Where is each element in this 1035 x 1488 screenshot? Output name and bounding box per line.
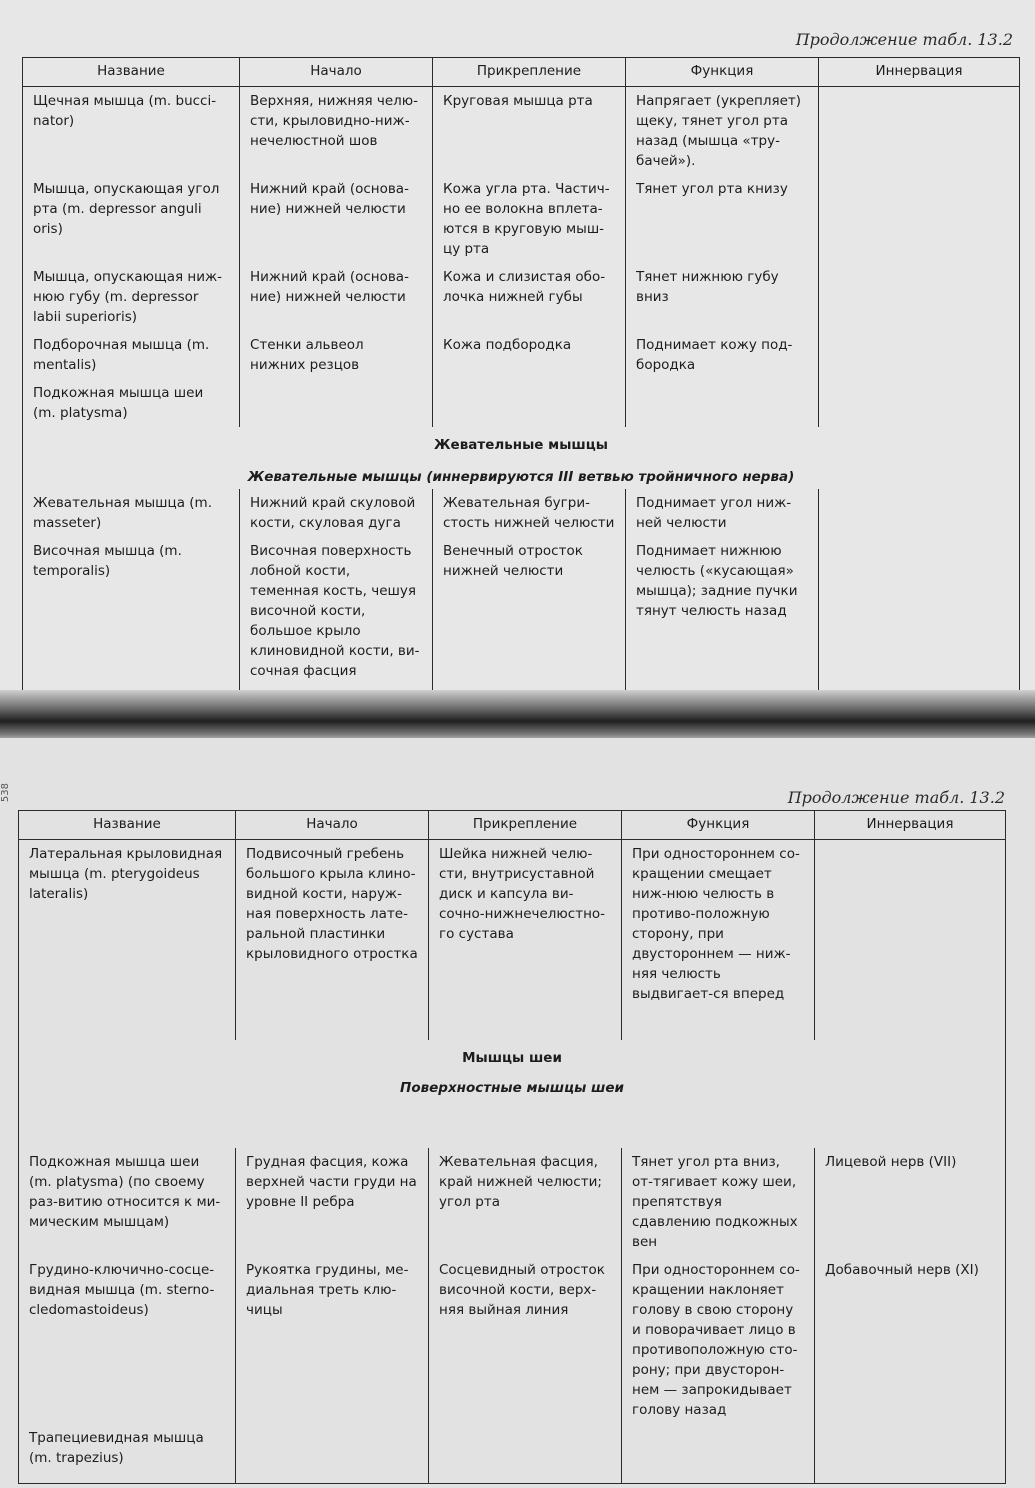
table-row <box>23 263 1020 331</box>
insertion-cell: Кожа и слизистая обо-лочка нижней губы <box>433 263 626 331</box>
insertion-cell: Венечный отросток нижней челюсти <box>433 537 626 685</box>
function-cell: Напрягает (укрепляет) щеку, тянет угол рта назад (мышца «тру-бачей»). <box>626 87 819 176</box>
book-page-bottom <box>0 738 1035 1488</box>
header-function: Функция <box>626 58 819 87</box>
innervation-cell <box>819 175 1020 263</box>
innervation-cell <box>819 489 1020 537</box>
function-cell <box>626 379 819 427</box>
innervation-cell <box>819 331 1020 379</box>
muscle-table-bottom <box>18 810 1006 1484</box>
origin-cell: Нижний край скуловой кости, скуловая дуга <box>240 489 433 537</box>
muscle-name-cell: Подкожная мышца шеи (m. platysma) (по своему раз-витию относится к ми-мическим мышцам) <box>19 1148 236 1256</box>
muscle-name-cell: Мышца, опускающая ниж-нюю губу (m. depressor labii superioris) <box>23 263 240 331</box>
muscle-name-cell: Подборочная мышца (m. mentalis) <box>23 331 240 379</box>
function-cell: Поднимает нижнюю челюсть («кусающая» мышца); задние пучки тянут челюсть назад <box>626 537 819 685</box>
insertion-cell: Круговая мышца рта <box>433 87 626 176</box>
page-number: 538 <box>0 783 11 803</box>
book-spine-shadow <box>0 690 1035 742</box>
section-row <box>19 1040 1006 1148</box>
section-row <box>23 427 1020 489</box>
innervation-cell <box>819 263 1020 331</box>
table-continuation-label: Продолжение табл. 13.2 <box>795 30 1013 49</box>
table-row <box>23 537 1020 685</box>
insertion-cell <box>433 379 626 427</box>
origin-cell: Верхняя, нижняя челю-сти, крыловидно-ниж-нечелюстной шов <box>240 87 433 176</box>
header-name: Название <box>23 58 240 87</box>
section-cell <box>19 1040 1006 1148</box>
function-cell: При одностороннем со-кращении наклоняет голову в свою сторону и поворачивает лицо в противоположную сто-рону; при двусторон-нем — запрокидывает голову назад <box>622 1256 815 1424</box>
header-innervation: Иннервация <box>815 811 1006 840</box>
function-cell: Поднимает угол ниж-ней челюсти <box>626 489 819 537</box>
insertion-cell <box>429 1424 622 1484</box>
header-origin: Начало <box>236 811 429 840</box>
table-header-row <box>19 811 1006 840</box>
muscle-table-top <box>22 57 1020 754</box>
subsection-title: Поверхностные мышцы шеи <box>400 1079 624 1096</box>
insertion-cell: Жевательная фасция, край нижней челюсти; угол рта <box>429 1148 622 1256</box>
function-cell: Поднимает кожу под-бородка <box>626 331 819 379</box>
origin-cell: Подвисочный гребень большого крыла клино-видной кости, наруж-ная поверхность лате-ральной пластинки крыловидного отростка <box>236 840 429 1040</box>
section-title: Жевательные мышцы <box>434 437 608 453</box>
table-continuation-label: Продолжение табл. 13.2 <box>787 788 1005 807</box>
origin-cell: Височная поверхность лобной кости, теменная кость, чешуя височной кости, большое крыло клиновидной кости, ви-сочная фасция <box>240 537 433 685</box>
function-cell: При одностороннем со-кращении смещает ниж-нюю челюсть в противо-положную сторону, при двустороннем — ниж-няя челюсть выдвигает-ся вперед <box>622 840 815 1040</box>
muscle-name-cell: Жевательная мышца (m. masseter) <box>23 489 240 537</box>
muscle-name-cell: Височная мышца (m. temporalis) <box>23 537 240 685</box>
innervation-cell: Добавочный нерв (XI) <box>815 1256 1006 1424</box>
insertion-cell: Сосцевидный отросток височной кости, верх-няя выйная линия <box>429 1256 622 1424</box>
innervation-cell <box>819 87 1020 176</box>
muscle-name-cell: Мышца, опускающая угол рта (m. depressor anguli oris) <box>23 175 240 263</box>
header-innervation: Иннервация <box>819 58 1020 87</box>
table-row <box>23 489 1020 537</box>
book-page-top <box>0 0 1035 695</box>
muscle-name-cell: Щечная мышца (m. bucci-nator) <box>23 87 240 176</box>
function-cell: Тянет нижнюю губу вниз <box>626 263 819 331</box>
section-title: Мышцы шеи <box>462 1049 562 1066</box>
table-row <box>23 175 1020 263</box>
function-cell: Тянет угол рта книзу <box>626 175 819 263</box>
innervation-cell <box>815 840 1006 1040</box>
innervation-cell <box>819 379 1020 427</box>
table-row <box>19 1148 1006 1256</box>
table-row <box>23 87 1020 176</box>
subsection-title: Жевательные мышцы (иннервируются III ветвью тройничного нерва) <box>247 469 795 485</box>
insertion-cell: Шейка нижней челю-сти, внутрисуставной диск и капсула ви-сочно-нижнечелюстно-го сустава <box>429 840 622 1040</box>
insertion-cell: Жевательная бугри-стость нижней челюсти <box>433 489 626 537</box>
table-row <box>19 1256 1006 1424</box>
origin-cell: Грудная фасция, кожа верхней части груди на уровне II ребра <box>236 1148 429 1256</box>
header-insertion: Прикрепление <box>433 58 626 87</box>
function-cell: Тянет угол рта вниз, от-тягивает кожу шеи, препятствуя сдавлению подкожных вен <box>622 1148 815 1256</box>
muscle-name-cell: Трапециевидная мышца (m. trapezius) <box>19 1424 236 1484</box>
table-row <box>19 840 1006 1040</box>
insertion-cell: Кожа подбородка <box>433 331 626 379</box>
section-cell <box>23 427 1020 489</box>
innervation-cell: Лицевой нерв (VII) <box>815 1148 1006 1256</box>
header-name: Название <box>19 811 236 840</box>
origin-cell: Стенки альвеол нижних резцов <box>240 331 433 379</box>
origin-cell: Нижний край (основа-ние) нижней челюсти <box>240 263 433 331</box>
innervation-cell <box>815 1424 1006 1484</box>
table-row <box>23 379 1020 427</box>
table-row <box>19 1424 1006 1484</box>
header-function: Функция <box>622 811 815 840</box>
muscle-name-cell: Латеральная крыловидная мышца (m. pterygoideus lateralis) <box>19 840 236 1040</box>
header-insertion: Прикрепление <box>429 811 622 840</box>
origin-cell <box>236 1424 429 1484</box>
muscle-name-cell: Грудино-ключично-сосце-видная мышца (m. sterno-cledomastoideus) <box>19 1256 236 1424</box>
origin-cell: Рукоятка грудины, ме-диальная треть клю-чицы <box>236 1256 429 1424</box>
innervation-cell <box>819 537 1020 685</box>
function-cell <box>622 1424 815 1484</box>
table-header-row <box>23 58 1020 87</box>
muscle-name-cell: Подкожная мышца шеи (m. platysma) <box>23 379 240 427</box>
origin-cell <box>240 379 433 427</box>
origin-cell: Нижний край (основа-ние) нижней челюсти <box>240 175 433 263</box>
insertion-cell: Кожа угла рта. Частич-но ее волокна вплета-ются в круговую мыш-цу рта <box>433 175 626 263</box>
table-row <box>23 331 1020 379</box>
header-origin: Начало <box>240 58 433 87</box>
